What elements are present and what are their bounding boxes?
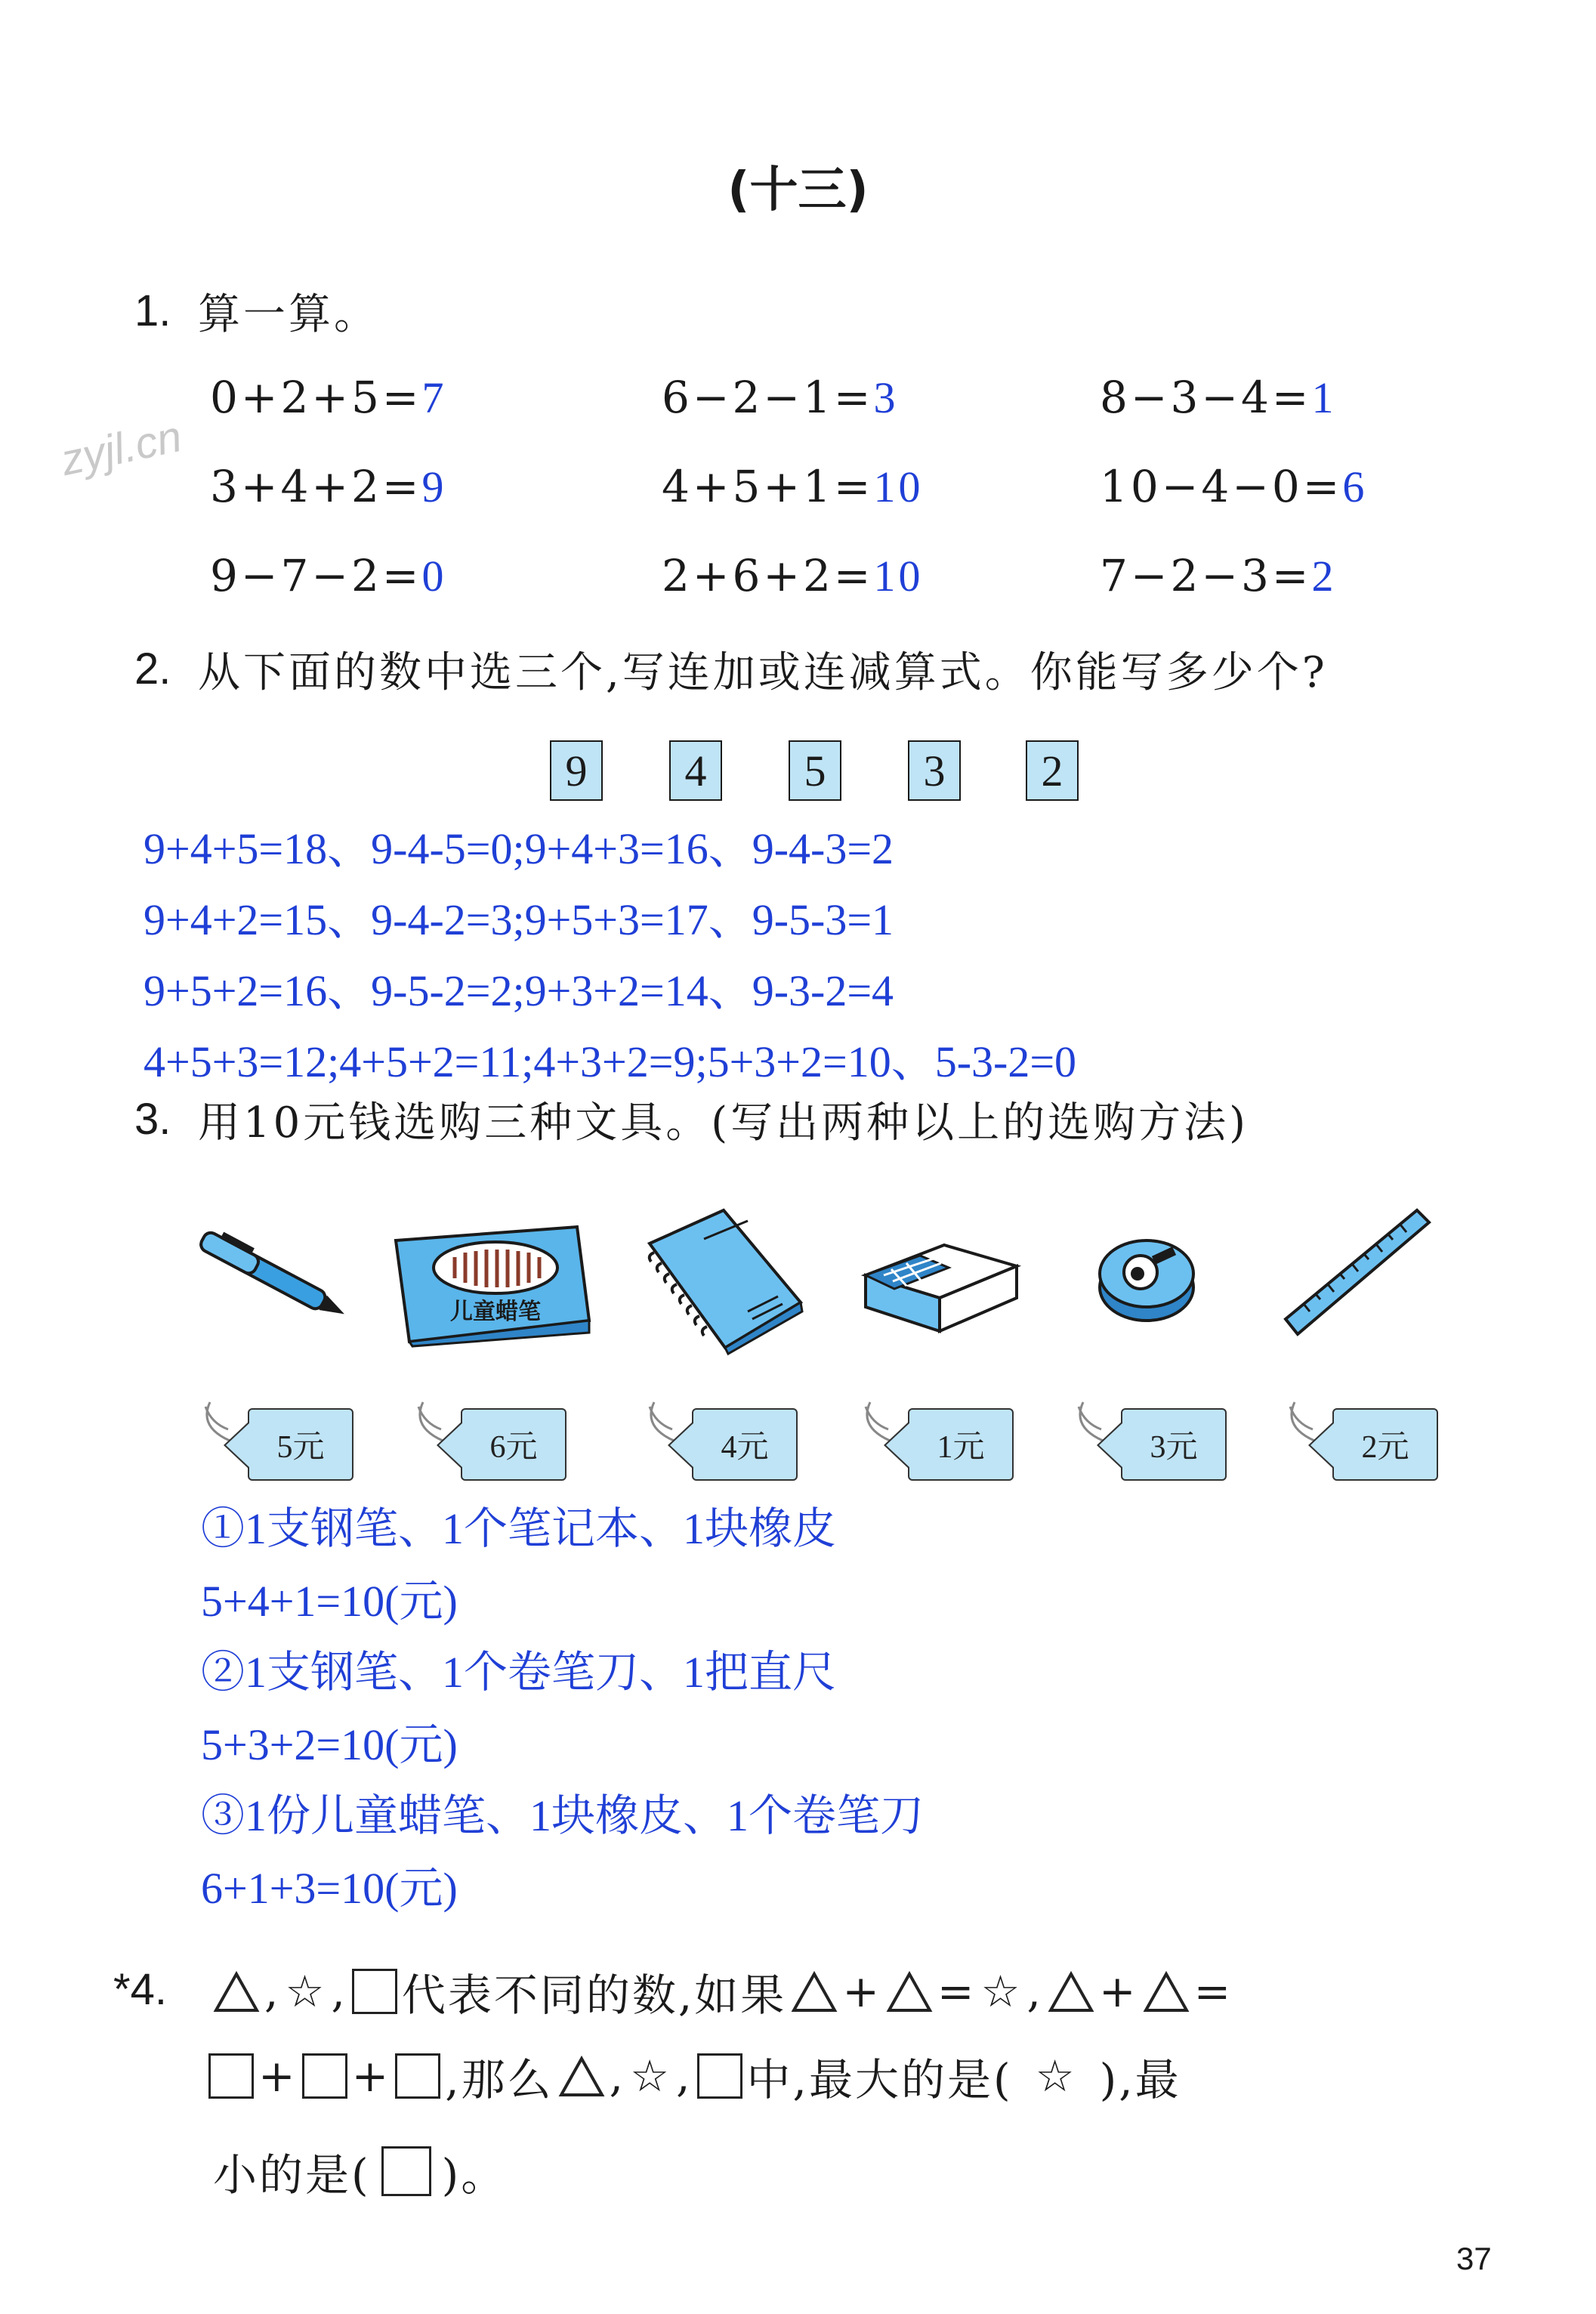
price-label: 6元 [461,1408,566,1481]
equation-1-3: 8−3−4=1 [1100,372,1337,423]
answer: 6 [1342,462,1368,511]
page-title: (十三) [727,162,869,218]
price-label: 5元 [248,1408,353,1481]
square-icon [352,1969,397,2014]
question-4-text: )。 [441,2149,508,2201]
pen-icon [186,1216,360,1337]
answer: 7 [421,373,447,422]
triangle-icon [1048,1970,1094,2013]
answer-line: 5+4+1=10(元) [201,1577,458,1626]
answer-line: ②1支钢笔、1个卷笔刀、1把直尺 [201,1648,837,1697]
number-card: 9 [550,740,603,801]
answer-line: 5+3+2=10(元) [201,1720,458,1769]
answer-line: 9+4+2=15、9-4-2=3;9+5+3=17、9-5-3=1 [144,895,894,944]
price-tag [1284,1399,1443,1482]
equation-1-2: 6−2−1=3 [662,372,899,423]
question-4-text: ,那么 [445,2054,554,2105]
equation-3-1: 9−7−2=0 [210,550,447,601]
price-label: 4元 [692,1408,798,1481]
answer-line: 6+1+3=10(元) [201,1864,458,1913]
answer: 9 [421,462,447,511]
eraser-icon [861,1222,1024,1336]
question-4-line-2: + + ,那么 , ☆ , 中,最大的是( ☆ ),最 [208,2046,1181,2106]
answer-line: ③1份儿童蜡笔、1块橡皮、1个卷笔刀 [201,1791,925,1840]
price-tag [412,1399,571,1482]
number-card: 3 [908,740,961,801]
equation-2-3: 10−4−0=6 [1100,461,1368,512]
page-number: 37 [1456,2241,1492,2276]
question-1-number: 1. [134,286,171,335]
question-4-number: *4. [113,1965,167,2014]
equation-3-3: 7−2−3=2 [1100,550,1337,601]
answer-line: 9+5+2=16、9-5-2=2;9+3+2=14、9-3-2=4 [144,966,894,1015]
notebook-icon [634,1206,816,1357]
equation-3-2: 2+6+2=10 [662,550,924,601]
sharpener-icon [1094,1228,1199,1327]
equation-1-1: 0+2+5=7 [210,372,447,423]
question-1-text: 算一算。 [198,290,379,339]
question-4-line-3 [213,2141,507,2201]
question-3-number: 3. [134,1095,171,1144]
question-2-number: 2. [134,644,171,694]
triangle-icon [1143,1970,1190,2013]
answer-line: 9+4+5=18、9-4-5=0;9+4+3=16、9-4-3=2 [144,824,894,873]
price-label: 1元 [908,1408,1014,1481]
answer-line: ①1支钢笔、1个笔记本、1块橡皮 [201,1504,837,1553]
ruler-icon [1281,1206,1432,1342]
question-3-text: 用10元钱选购三种文具。(写出两种以上的选购方法) [198,1098,1249,1148]
answer: 0 [421,551,447,601]
question-4-text: ),最 [1099,2054,1181,2105]
star-symbol: ☆ [630,2050,672,2102]
answer: 1 [1311,373,1337,422]
answer-min-square-icon [381,2146,431,2196]
star-symbol: ☆ [980,1966,1023,2017]
star-symbol: ☆ [285,1966,327,2017]
triangle-icon [886,1970,933,2013]
price-tag [644,1399,802,1482]
price-tag [1073,1399,1231,1482]
question-4-text: 中,最大的是( [746,2054,1013,2105]
triangle-icon [791,1970,838,2013]
price-label: 2元 [1332,1408,1438,1481]
number-card: 4 [669,740,722,801]
answer-max-star: ☆ [1035,2050,1077,2102]
answer: 2 [1311,551,1337,601]
answer: 10 [873,462,924,511]
equation-2-1: 3+4+2=9 [210,461,447,512]
square-icon [395,2053,440,2099]
crayon-box-label: 儿童蜡笔 [450,1299,541,1325]
answer: 3 [873,373,899,422]
question-4-text: 代表不同的数,如果 [401,1970,787,2021]
equation-2-2: 4+5+1=10 [662,461,924,512]
watermark: zyjl.cn [57,411,187,486]
question-4-text: 小的是( [213,2149,371,2201]
price-tag [860,1399,1018,1482]
price-tag [199,1399,358,1482]
square-icon [697,2053,742,2099]
answer: 10 [873,551,924,601]
question-2-text: 从下面的数中选三个,写连加或连减算式。你能写多少个? [198,648,1328,697]
crayon-box-icon [391,1222,592,1348]
triangle-icon [213,1970,260,2013]
triangle-icon [558,2054,605,2098]
price-label: 3元 [1121,1408,1227,1481]
square-icon [302,2053,347,2099]
question-4-line-1: , ☆ , 代表不同的数,如果 + = ☆ , + = [213,1961,1233,2022]
number-card: 5 [789,740,841,801]
number-card: 2 [1026,740,1079,801]
answer-line: 4+5+3=12;4+5+2=11;4+3+2=9;5+3+2=10、5-3-2=0 [144,1037,1077,1086]
square-icon [208,2053,254,2099]
